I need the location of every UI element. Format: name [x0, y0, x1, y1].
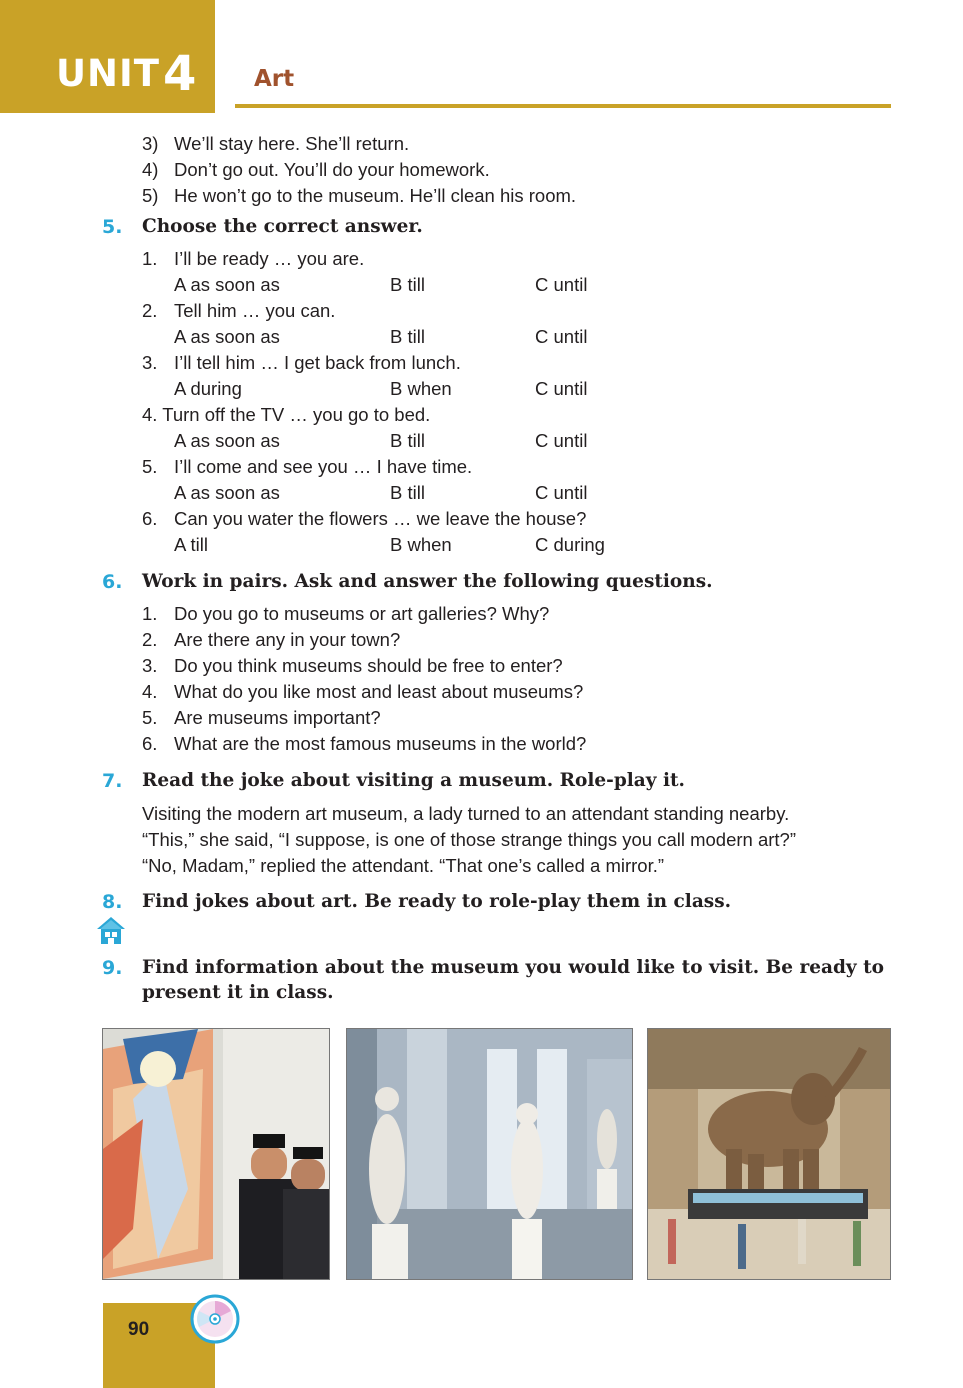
- unit-label: UNIT: [56, 52, 161, 95]
- exercise-number: 7.: [102, 770, 123, 792]
- exercise-title: Choose the correct answer.: [142, 216, 423, 237]
- header-divider: [235, 104, 891, 108]
- exercise-title: Work in pairs. Ask and answer the following questions.: [142, 571, 713, 592]
- joke-line: “This,” she said, “I suppose, is one of those strange things you call modern art?”: [142, 829, 796, 850]
- exercise-title: Find jokes about art. Be ready to role-play them in class.: [142, 891, 732, 912]
- unit-number: 4: [163, 46, 197, 102]
- exercise-number: 6.: [102, 571, 123, 593]
- exercise-title: Find information about the museum you would like to visit. Be ready to: [142, 957, 884, 978]
- page-number: 90: [128, 1319, 150, 1340]
- elephant-exhibit-photo: [647, 1028, 891, 1280]
- chapter-title: Art: [254, 66, 295, 92]
- exercise-number: 9.: [102, 957, 123, 979]
- home-icon: [96, 915, 126, 945]
- joke-line: “No, Madam,” replied the attendant. “That one’s called a mirror.”: [142, 855, 665, 876]
- exercise-number: 5.: [102, 216, 123, 238]
- cd-icon: [190, 1294, 240, 1344]
- joke-line: Visiting the modern art museum, a lady turned to an attendant standing nearby.: [142, 803, 790, 824]
- gallery-visitors-photo: [102, 1028, 330, 1280]
- sculpture-hall-photo: [346, 1028, 633, 1280]
- exercise-title: Read the joke about visiting a museum. Role-play it.: [142, 770, 685, 791]
- exercise-number: 8.: [102, 891, 123, 913]
